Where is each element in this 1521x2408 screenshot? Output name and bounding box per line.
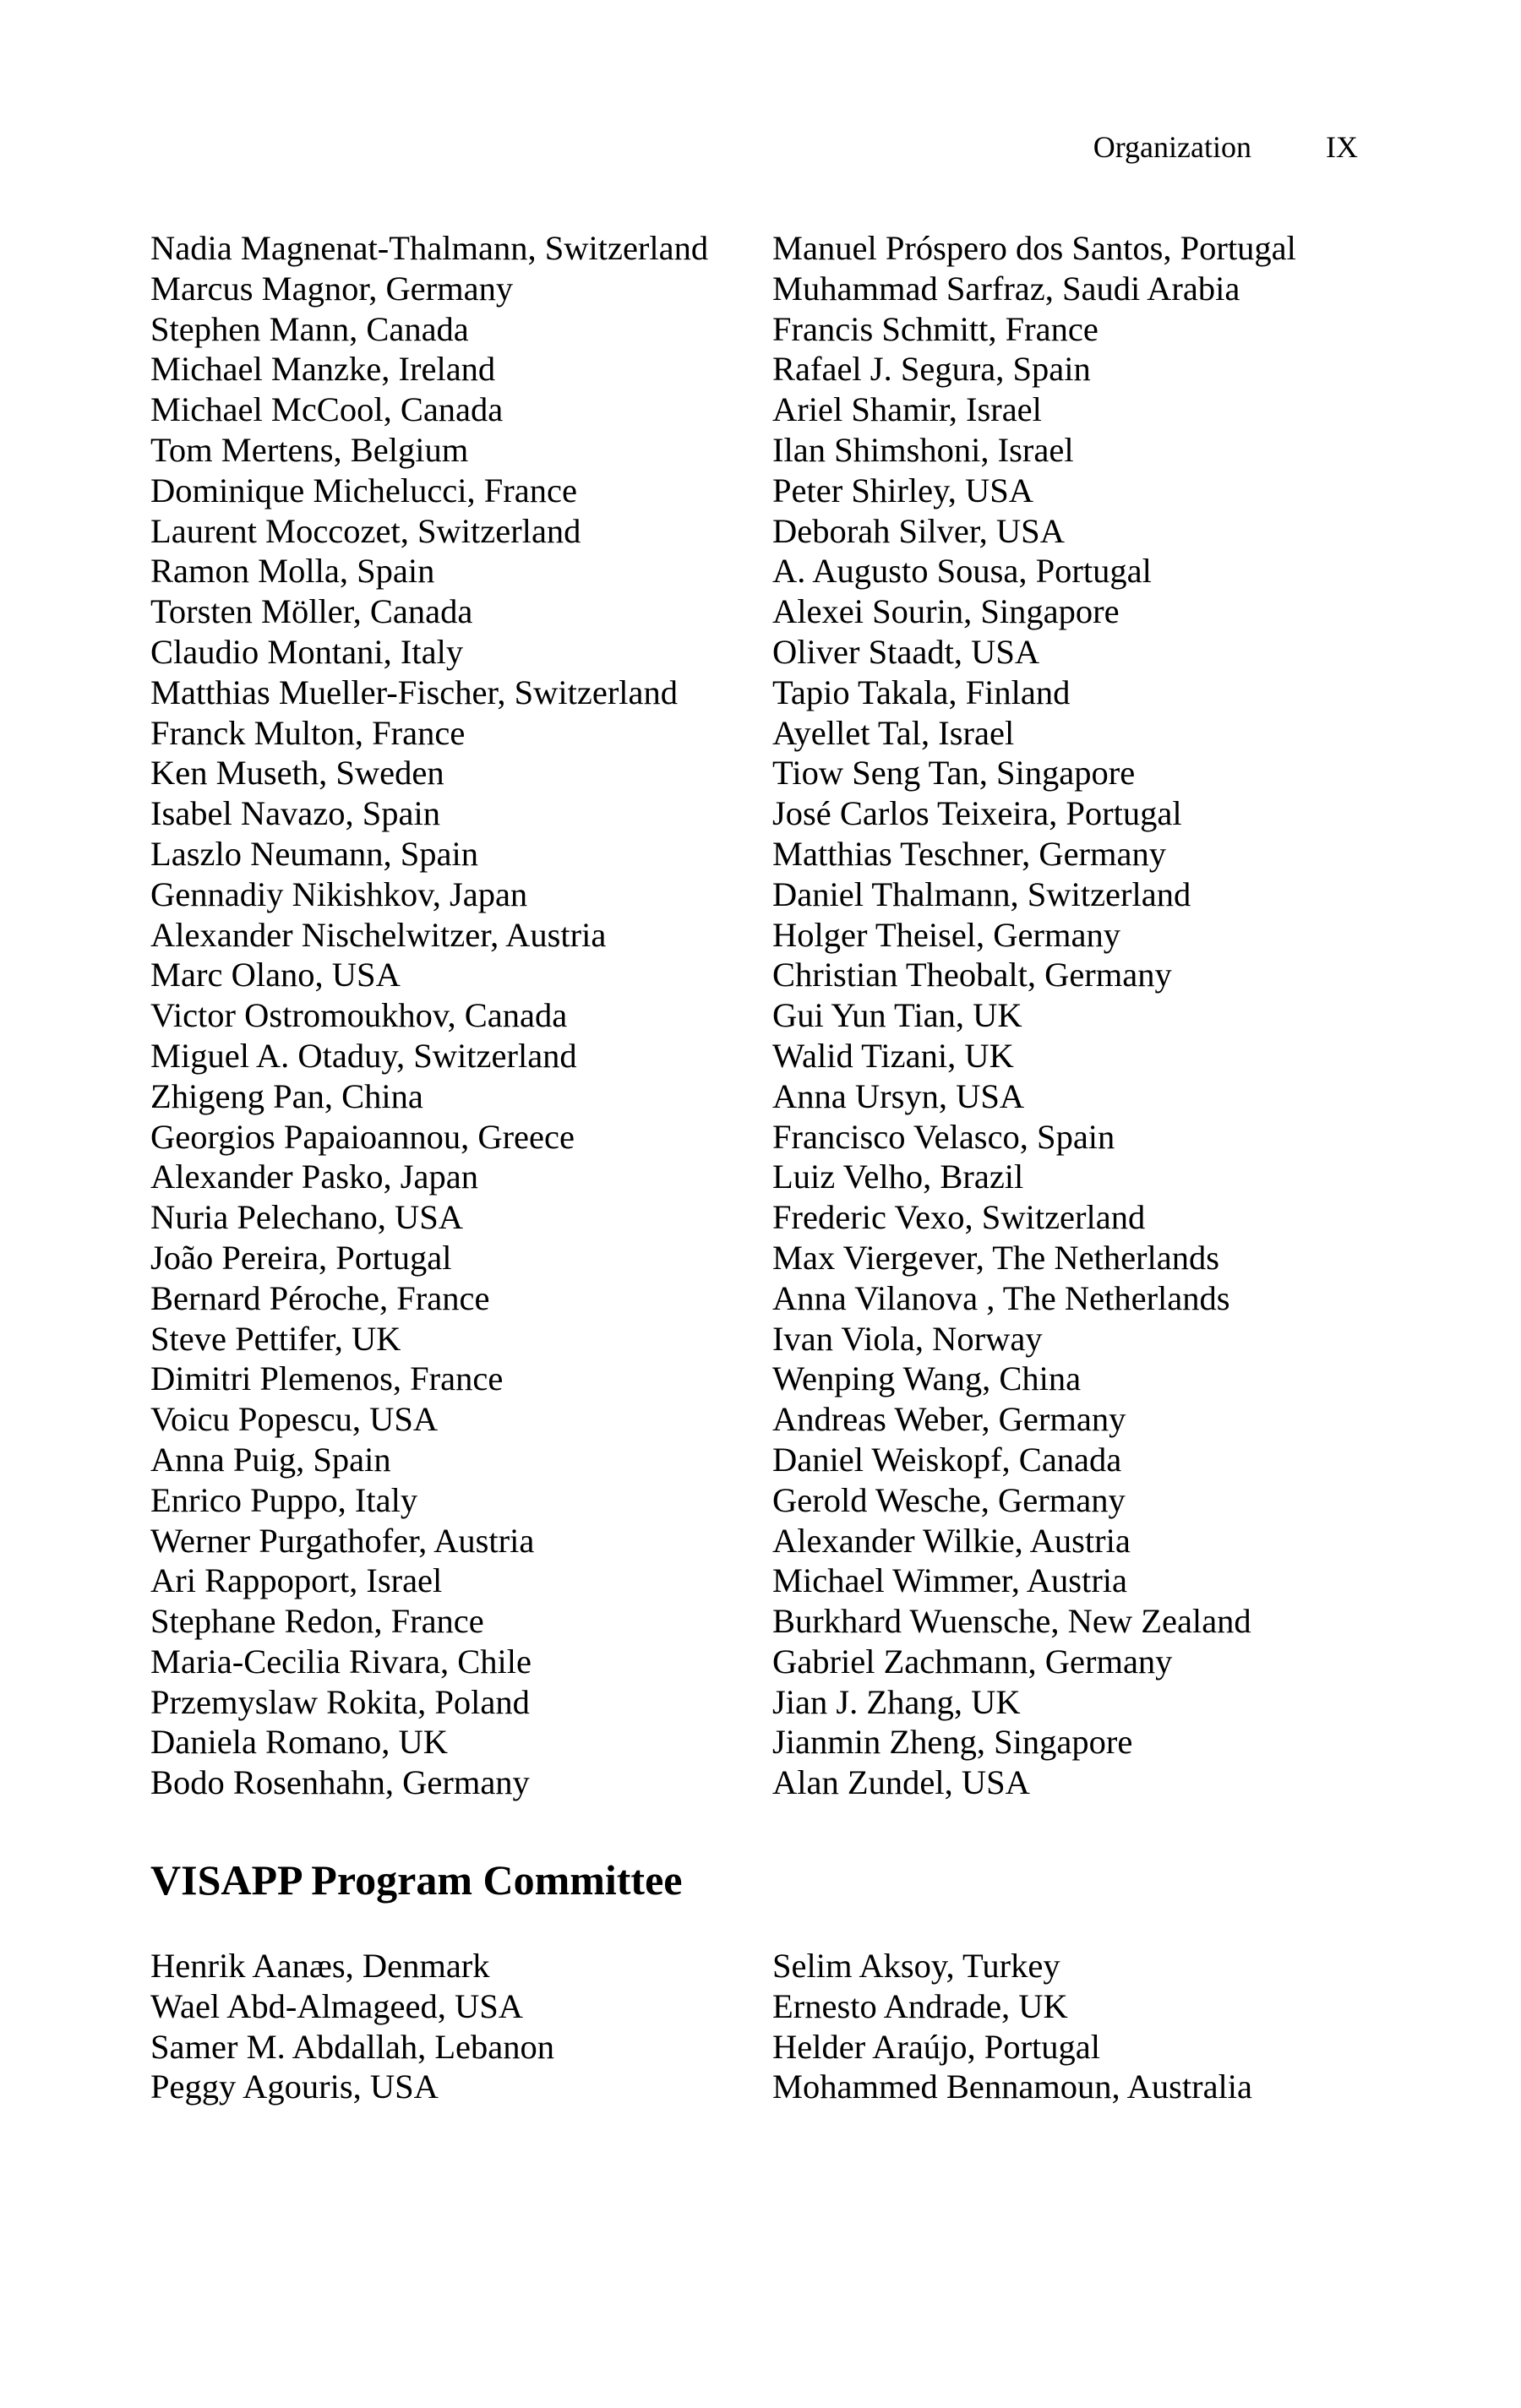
committee-member: Stephane Redon, France	[150, 1602, 484, 1641]
committee-member: Daniel Thalmann, Switzerland	[772, 874, 1191, 913]
committee-member: Michael Wimmer, Austria	[772, 1561, 1128, 1600]
committee-member: Henrik Aanæs, Denmark	[150, 1947, 490, 1985]
running-head	[0, 128, 1358, 166]
visapp-list-left	[150, 1946, 554, 2107]
committee-member: Marc Olano, USA	[150, 956, 401, 994]
committee-member: Georgios Papaioannou, Greece	[150, 1117, 575, 1156]
visapp-section-heading: VISAPP Program Committee	[150, 1856, 683, 1904]
committee-member: José Carlos Teixeira, Portugal	[772, 794, 1182, 833]
committee-member: Nuria Pelechano, USA	[150, 1198, 464, 1237]
committee-member: Werner Purgathofer, Austria	[150, 1521, 535, 1560]
committee-member: Zhigeng Pan, China	[150, 1076, 423, 1115]
committee-member: Tom Mertens, Belgium	[150, 430, 469, 469]
visapp-list-right	[772, 1946, 1252, 2107]
committee-member: Gerold Wesche, Germany	[772, 1480, 1126, 1519]
committee-member: Miguel A. Otaduy, Switzerland	[150, 1036, 577, 1075]
committee-member: Wenping Wang, China	[772, 1359, 1082, 1398]
committee-member: Ariel Shamir, Israel	[772, 390, 1042, 429]
committee-member: Alexander Wilkie, Austria	[772, 1521, 1131, 1560]
committee-member: Alexander Pasko, Japan	[150, 1158, 479, 1196]
committee-member: Burkhard Wuensche, New Zealand	[772, 1602, 1251, 1641]
committee-member: Anna Puig, Spain	[150, 1440, 391, 1479]
committee-member: Peggy Agouris, USA	[150, 2068, 439, 2106]
committee-member: Peter Shirley, USA	[772, 471, 1033, 509]
committee-member: Bernard Péroche, France	[150, 1278, 490, 1317]
committee-member: Gabriel Zachmann, Germany	[772, 1642, 1173, 1681]
committee-member: Bodo Rosenhahn, Germany	[150, 1763, 530, 1802]
committee-member: Samer M. Abdallah, Lebanon	[150, 2027, 555, 2066]
committee-member: Anna Vilanova , The Netherlands	[772, 1278, 1230, 1317]
committee-member: Luiz Velho, Brazil	[772, 1158, 1024, 1196]
committee-member: Nadia Magnenat-Thalmann, Switzerland	[150, 229, 709, 267]
committee-member: Ivan Viola, Norway	[772, 1319, 1043, 1358]
committee-member: Alexei Sourin, Singapore	[772, 592, 1120, 631]
committee-member: Claudio Montani, Italy	[150, 632, 464, 671]
committee-member: Tapio Takala, Finland	[772, 673, 1071, 711]
committee-member: A. Augusto Sousa, Portugal	[772, 552, 1152, 591]
committee-member: Gui Yun Tian, UK	[772, 996, 1022, 1035]
committee-member: Matthias Mueller-Fischer, Switzerland	[150, 673, 679, 711]
running-head-section: Organization	[1093, 130, 1251, 164]
committee-member: Ilan Shimshoni, Israel	[772, 430, 1074, 469]
committee-member: João Pereira, Portugal	[150, 1238, 452, 1277]
committee-member: Tiow Seng Tan, Singapore	[772, 754, 1136, 793]
committee-member: Manuel Próspero dos Santos, Portugal	[772, 229, 1296, 267]
committee-member: Marcus Magnor, Germany	[150, 269, 514, 308]
committee-member: Isabel Navazo, Spain	[150, 794, 441, 833]
committee-member: Alexander Nischelwitzer, Austria	[150, 915, 607, 954]
committee-member: Torsten Möller, Canada	[150, 592, 473, 631]
committee-member: Rafael J. Segura, Spain	[772, 350, 1091, 389]
committee-member: Dimitri Plemenos, France	[150, 1359, 504, 1398]
committee-member: Jian J. Zhang, UK	[772, 1682, 1021, 1721]
committee-member: Franck Multon, France	[150, 713, 466, 752]
committee-member: Enrico Puppo, Italy	[150, 1480, 418, 1519]
committee-member: Ayellet Tal, Israel	[772, 713, 1015, 752]
committee-member: Matthias Teschner, Germany	[772, 834, 1167, 873]
committee-member: Frederic Vexo, Switzerland	[772, 1198, 1146, 1237]
committee-member: Max Viergever, The Netherlands	[772, 1238, 1220, 1277]
page-number: IX	[1326, 130, 1358, 164]
committee-member: Holger Theisel, Germany	[772, 915, 1121, 954]
committee-member: Voicu Popescu, USA	[150, 1400, 439, 1439]
committee-member: Michael Manzke, Ireland	[150, 350, 496, 389]
committee-member: Ken Museth, Sweden	[150, 754, 444, 793]
committee-member: Oliver Staadt, USA	[772, 632, 1040, 671]
committee-list-right	[772, 228, 1296, 1803]
committee-member: Helder Araújo, Portugal	[772, 2027, 1101, 2066]
committee-member: Michael McCool, Canada	[150, 390, 504, 429]
committee-member: Deborah Silver, USA	[772, 511, 1065, 550]
committee-member: Wael Abd-Almageed, USA	[150, 1986, 524, 2025]
committee-member: Walid Tizani, UK	[772, 1036, 1014, 1075]
committee-member: Muhammad Sarfraz, Saudi Arabia	[772, 269, 1240, 308]
committee-member: Laurent Moccozet, Switzerland	[150, 511, 581, 550]
committee-member: Jianmin Zheng, Singapore	[772, 1723, 1133, 1762]
committee-member: Victor Ostromoukhov, Canada	[150, 996, 568, 1035]
committee-member: Francisco Velasco, Spain	[772, 1117, 1115, 1156]
committee-member: Ramon Molla, Spain	[150, 552, 435, 591]
committee-member: Maria-Cecilia Rivara, Chile	[150, 1642, 532, 1681]
committee-list-left	[150, 228, 708, 1803]
committee-member: Ari Rappoport, Israel	[150, 1561, 443, 1600]
committee-member: Dominique Michelucci, France	[150, 471, 577, 509]
committee-member: Gennadiy Nikishkov, Japan	[150, 874, 528, 913]
committee-member: Alan Zundel, USA	[772, 1763, 1030, 1802]
committee-member: Selim Aksoy, Turkey	[772, 1947, 1060, 1985]
committee-member: Daniela Romano, UK	[150, 1723, 449, 1762]
committee-member: Przemyslaw Rokita, Poland	[150, 1682, 530, 1721]
committee-member: Mohammed Bennamoun, Australia	[772, 2068, 1253, 2106]
committee-member: Steve Pettifer, UK	[150, 1319, 401, 1358]
committee-member: Laszlo Neumann, Spain	[150, 834, 479, 873]
committee-member: Francis Schmitt, France	[772, 309, 1098, 348]
committee-member: Daniel Weiskopf, Canada	[772, 1440, 1122, 1479]
committee-member: Stephen Mann, Canada	[150, 309, 469, 348]
committee-member: Andreas Weber, Germany	[772, 1400, 1126, 1439]
committee-member: Anna Ursyn, USA	[772, 1076, 1025, 1115]
committee-member: Ernesto Andrade, UK	[772, 1986, 1068, 2025]
committee-member: Christian Theobalt, Germany	[772, 956, 1172, 994]
